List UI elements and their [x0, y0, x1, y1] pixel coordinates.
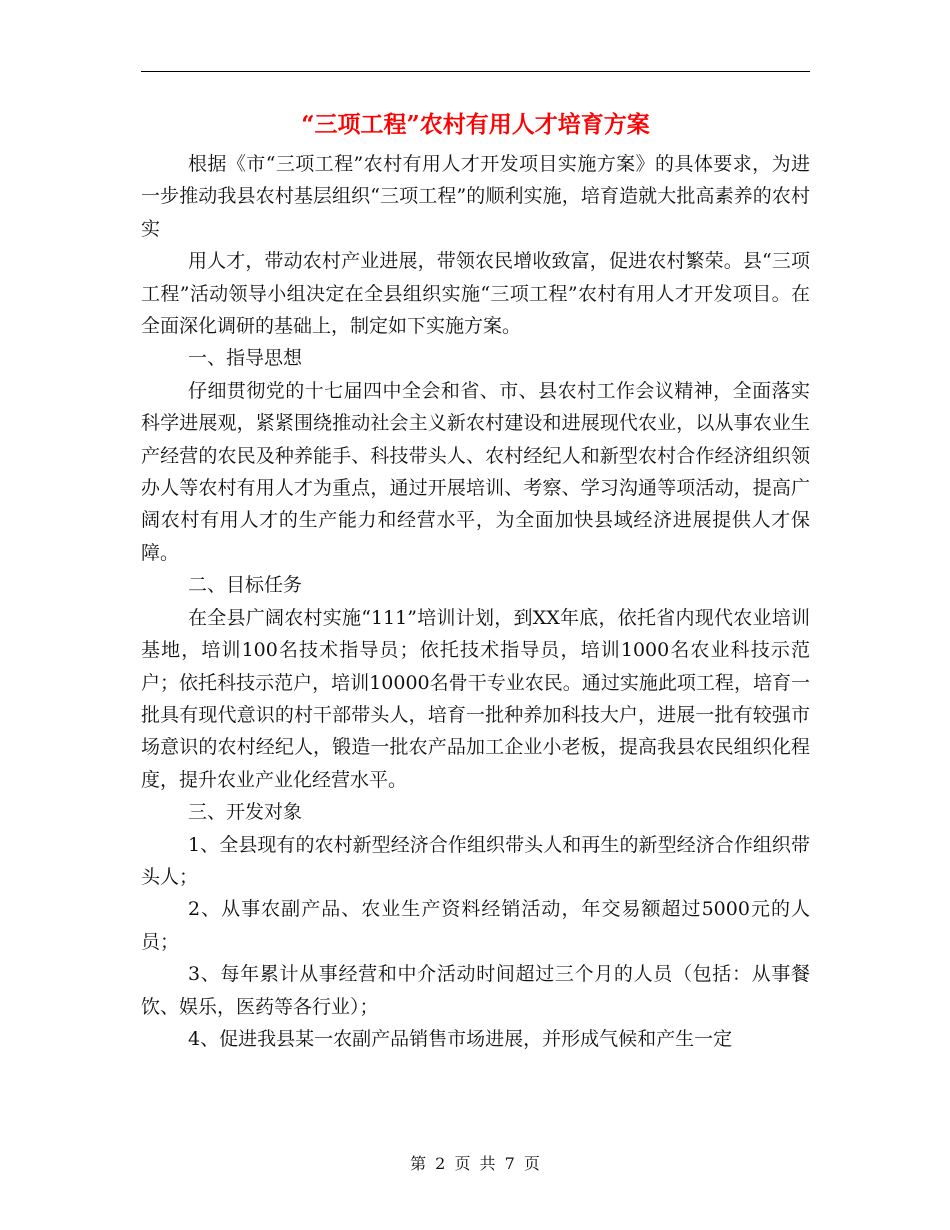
list-item: 2、从事农副产品、农业生产资料经销活动，年交易额超过5000元的人员； [141, 898, 810, 953]
page-number: 第 2 页 共 7 页 [410, 1154, 540, 1173]
list-item: 3、每年累计从事经营和中介活动时间超过三个月的人员（包括：从事餐饮、娱乐，医药等各行业）； [141, 963, 810, 1018]
list-item: 1、全县现有的农村新型经济合作组织带头人和再生的新型经济合作组织带头人； [141, 833, 810, 888]
header-rule [141, 71, 810, 72]
body-paragraph: 用人才，带动农村产业进展，带领农民增收致富，促进农村繁荣。县“三项工程”活动领导小组决定在全县组织实施“三项工程”农村有用人才开发项目。在全面深化调研的基础上，制定如下实施方案。 [141, 250, 810, 338]
body-paragraph: 根据《市“三项工程”农村有用人才开发项目实施方案》的具体要求，为进一步推动我县农村基层组织“三项工程”的顺利实施，培育造就大批高素养的农村实 [141, 153, 810, 240]
document-title: “三项工程”农村有用人才培育方案 [301, 111, 650, 138]
body-paragraph: 仔细贯彻党的十七届四中全会和省、市、县农村工作会议精神，全面落实科学进展观，紧紧围绕推动社会主义新农村建设和进展现代农业，以从事农业生产经营的农民及种养能手、科技带头人、农村经纪人和新型农村合作经济组织领办人等农村有用人才为重点，通过开展培训、考察、学习沟通等项活动，提高广阔农村有用人才的生产能力和经营水平，为全面加快县域经济进展提供人才保障。 [141, 379, 810, 564]
body-paragraph: 在全县广阔农村实施“111”培训计划，到XX年底，依托省内现代农业培训基地，培训100名技术指导员；依托技术指导员，培训1000名农业科技示范户；依托科技示范户，培训10000名骨干专业农民。通过实施此项工程，培育一批具有现代意识的村干部带头人，培育一批种养加科技大户，进展一批有较强市场意识的农村经纪人，锻造一批农产品加工企业小老板，提高我县农民组织化程度，提升农业产业化经营水平。 [141, 606, 810, 791]
list-item: 4、促进我县某一农副产品销售市场进展，并形成气候和产生一定 [188, 1027, 733, 1050]
section-heading: 三、开发对象 [188, 801, 303, 824]
section-heading: 一、指导思想 [188, 347, 303, 370]
document-body [141, 148, 810, 1055]
section-heading: 二、目标任务 [188, 574, 303, 597]
